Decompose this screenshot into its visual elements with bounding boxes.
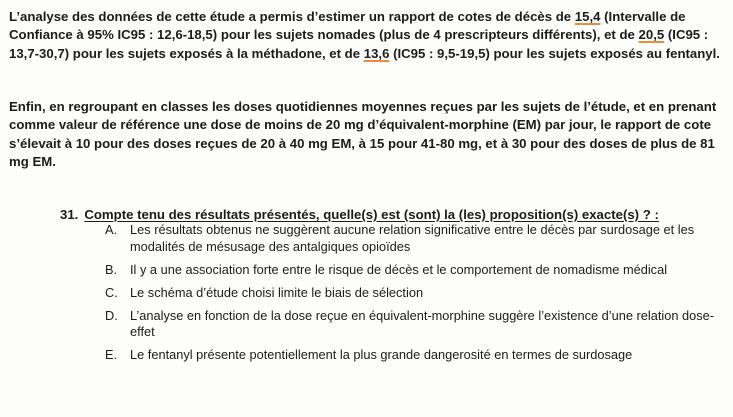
results-text-4: (IC95 : 9,5-19,5) pour les sujets exposés au fentanyl. xyxy=(389,45,720,61)
results-text-3: (IC95 : 13,7-30,7) pour les sujets exposés à la méthadone, et de xyxy=(9,27,709,61)
option-text: Le schéma d’étude choisi limite le biais de sélection xyxy=(130,284,424,300)
option-e xyxy=(105,347,725,364)
option-letter: A. xyxy=(105,222,118,237)
answer-options xyxy=(105,222,725,370)
option-a xyxy=(105,222,725,255)
results-text-2: (Intervalle de Confiance à 95% IC95 : 12,6-18,5) pour les sujets nomades (plus de 4 prescripteurs différents), et de xyxy=(9,9,686,43)
question-text: Compte tenu des résultats présentés, quelle(s) est (sont) la (les) proposition(s) exacte(s) ? : xyxy=(84,207,659,222)
option-text: Il y a une association forte entre le risque de décès et le comportement de nomadisme médical xyxy=(130,261,668,277)
question-number: 31. xyxy=(60,207,79,222)
option-letter: C. xyxy=(105,284,118,300)
option-letter: B. xyxy=(105,261,118,277)
option-d xyxy=(105,308,725,341)
option-text: Le fentanyl présente potentiellement la plus grande dangerosité en termes de surdosage xyxy=(130,347,633,362)
option-b xyxy=(105,262,725,279)
odds-ratio-fentanyl: 13,6 xyxy=(363,45,390,61)
dose-paragraph: Enfin, en regroupant en classes les doses quotidiennes moyennes reçues par les sujets de l’étude, et en prenant comme valeur de référence une dose de moins de 20 mg d’équivalent-morphine (EM) par jour, le rapport de cote s’élevait à 10 pour des doses reçues de 20 à 40 mg EM, à 15 pour 41-80 mg, et à 30 pour des doses de plus de 81 mg EM. xyxy=(9,99,717,170)
option-letter: D. xyxy=(105,307,118,323)
option-text: Les résultats obtenus ne suggèrent aucune relation significative entre le décès par surdosage et les modalités de mésusage des antalgiques opioïdes xyxy=(130,222,695,254)
option-text: L’analyse en fonction de la dose reçue en équivalent-morphine suggère l’existence d’une relation dose-effet xyxy=(130,307,715,339)
results-text-1: L’analyse des données de cette étude a permis d’estimer un rapport de cotes de décès de xyxy=(9,9,575,24)
odds-ratio-methadone: 20,5 xyxy=(638,27,665,43)
odds-ratio-nomades: 15,4 xyxy=(574,9,601,24)
option-letter: E. xyxy=(105,347,118,362)
results-paragraph xyxy=(9,8,729,63)
option-c xyxy=(105,285,725,302)
